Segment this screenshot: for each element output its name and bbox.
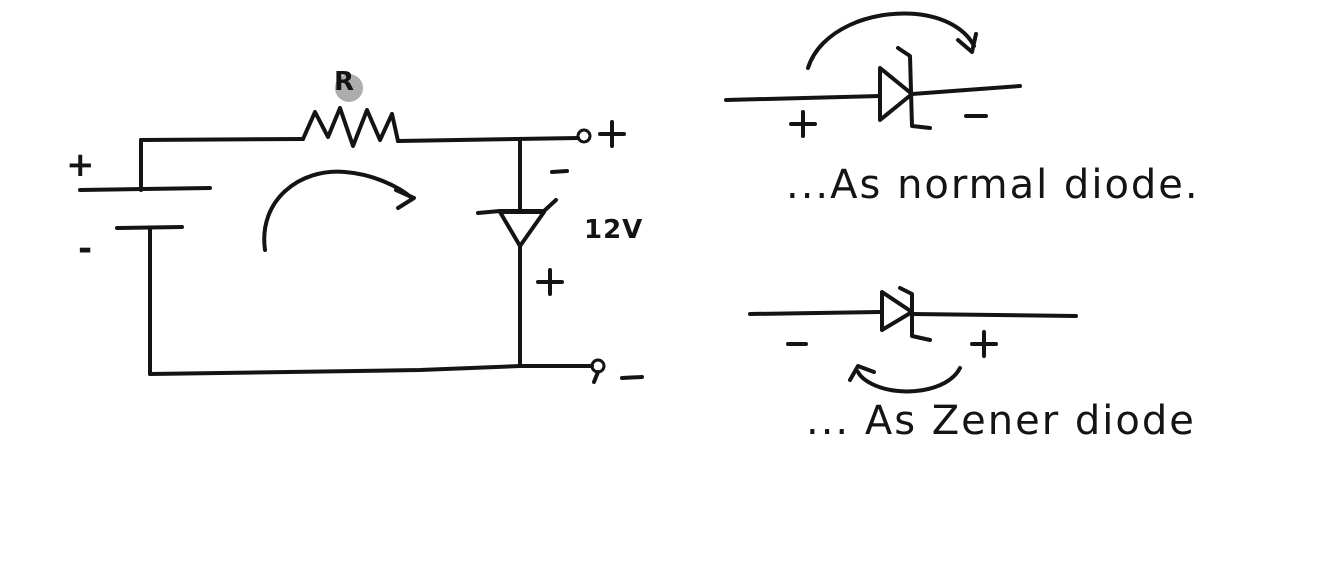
zener-diode-caption: ... As Zener diode [806,398,1196,444]
zener-sketch-triangle [882,292,912,330]
normal-diode-right-lead [912,86,1020,94]
zener-bottom-sign [538,270,562,294]
top-wire-left [141,139,303,140]
resistor-label-smudge [335,74,363,102]
current-flow-arc [264,172,412,250]
normal-diode-left-lead [726,96,880,100]
top-wire-right [398,138,578,141]
battery-minus-sign: - [78,229,93,269]
zener-top-sign [552,171,567,172]
battery [80,140,210,374]
zener-sketch-plus [972,332,996,356]
output-plus-sign [600,122,624,146]
current-flow-arrowhead [396,190,414,208]
output-minus-sign [622,377,642,378]
zener-sketch-right-lead [912,314,1076,316]
resistor-zigzag [303,108,398,146]
output-plus-terminal [578,130,590,142]
output-minus-tail [594,372,598,382]
normal-diode-sketch [726,13,1200,208]
normal-diode-triangle [880,68,912,120]
zener-regulator-circuit [66,67,643,382]
battery-long-plate [80,188,210,190]
zener-voltage-label: 12V [584,215,644,245]
zener-sketch-left-lead [750,312,880,314]
zener-triangle [500,212,544,246]
normal-diode-caption: ...As normal diode. [786,162,1200,208]
normal-diode-flow-arc [808,13,974,68]
resistor-label: R [334,67,355,97]
normal-diode-plus [791,112,815,136]
bottom-wire [150,366,592,374]
battery-plus-sign: + [66,145,95,185]
zener-diode-sketch [750,288,1196,444]
